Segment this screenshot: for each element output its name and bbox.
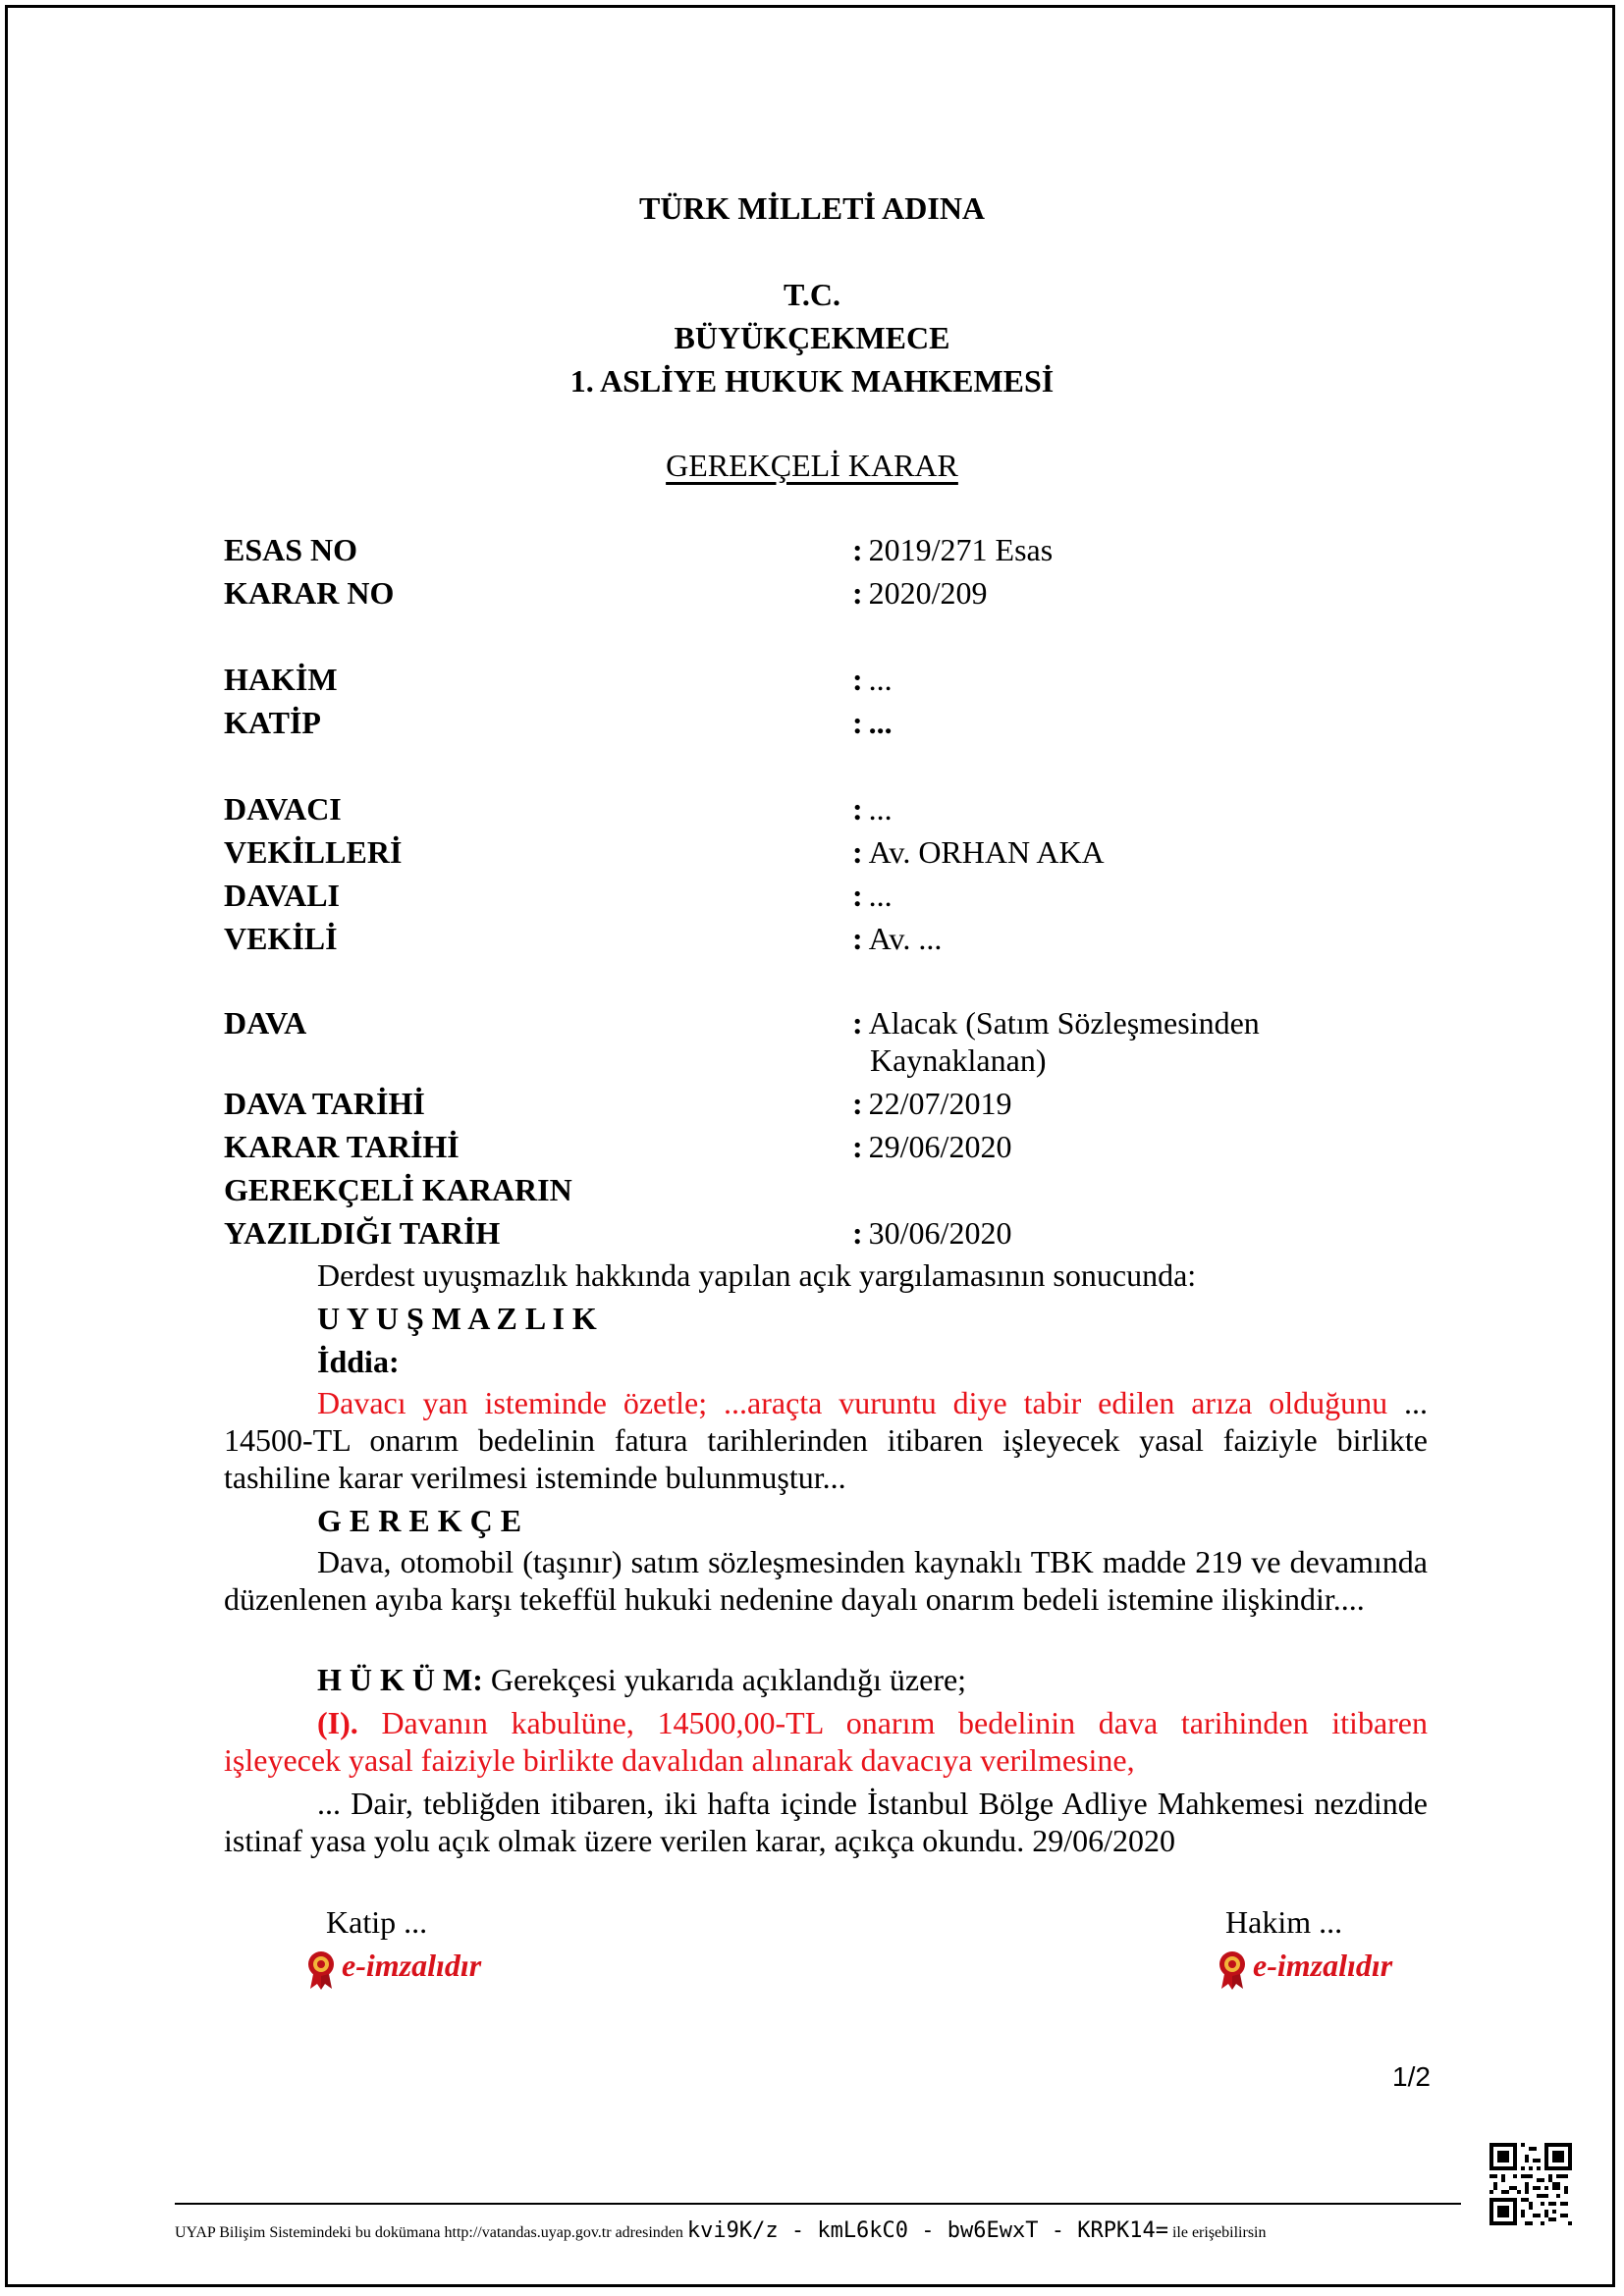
- esas-no-value: : 2019/271 Esas: [852, 532, 1054, 567]
- davali-label: DAVALI: [224, 878, 340, 913]
- iddia-paragraph: [224, 1384, 1428, 1496]
- intro-paragraph: Derdest uyuşmazlık hakkında yapılan açık yargılamasının sonucunda:: [317, 1257, 1197, 1293]
- hukum-item-text: Davanın kabulüne, 14500,00-TL onarım bedelinin dava tarihinden itibaren işleyecek yasal faiziyle birlikte davalıdan alınarak davacıya verilmesine,: [224, 1705, 1428, 1778]
- hukum-line: [224, 1661, 1428, 1698]
- hakim-label: HAKİM: [224, 662, 338, 697]
- footer-suffix: ile erişebilirsin: [1171, 2224, 1267, 2241]
- gerekceli-label-line1: GEREKÇELİ KARARIN: [224, 1172, 572, 1207]
- vekilleri-value: : Av. ORHAN AKA: [852, 834, 1105, 870]
- footer-access-code: kvi9K/z - kmL6kC0 - bw6EwxT - KRPK14=: [686, 2218, 1168, 2243]
- katip-label: KATİP: [224, 705, 321, 740]
- iddia-red-text: Davacı yan isteminde özetle; ...araçta vuruntu diye tabir edilen arıza olduğunu: [317, 1385, 1388, 1420]
- vekili-value: : Av. ...: [852, 921, 943, 956]
- hukum-item: [224, 1704, 1428, 1779]
- qr-code-icon[interactable]: [1489, 2143, 1572, 2225]
- davaci-label: DAVACI: [224, 791, 342, 827]
- dava-tarihi-value: : 22/07/2019: [852, 1086, 1012, 1121]
- footer-text: [175, 2218, 1266, 2243]
- gerekce-heading: G E R E K Ç E: [317, 1503, 522, 1538]
- dava-value-line2: Kaynaklanan): [870, 1042, 1047, 1078]
- katip-signature-title: Katip ...: [326, 1904, 428, 1940]
- iddia-black-text: ... 14500-TL onarım bedelinin fatura tarihlerinden itibaren işleyecek yasal faiziyle birlikte tashiline karar verilmesi isteminde bulunmuştur...: [224, 1385, 1429, 1495]
- iddia-heading: İddia:: [317, 1344, 400, 1379]
- katip-value: : ...: [852, 705, 893, 740]
- hukum-text: Gerekçesi yukarıda açıklandığı üzere;: [482, 1662, 967, 1697]
- hakim-signature-title: Hakim ...: [1225, 1904, 1343, 1940]
- hukum-item-number: (I).: [317, 1705, 358, 1740]
- dava-value-line1: : Alacak (Satım Sözleşmesinden: [852, 1005, 1260, 1041]
- katip-esig-label: e-imzalıdır: [342, 1948, 482, 1983]
- vekilleri-label: VEKİLLERİ: [224, 834, 403, 870]
- hakim-value: : ...: [852, 662, 893, 697]
- karar-tarihi-label: KARAR TARİHİ: [224, 1129, 460, 1164]
- dava-label: DAVA: [224, 1005, 307, 1041]
- city-heading: BÜYÜKÇEKMECE: [674, 320, 950, 355]
- nation-heading: TÜRK MİLLETİ ADINA: [638, 190, 986, 226]
- closing-paragraph: ... Dair, tebliğden itibaren, iki hafta içinde İstanbul Bölge Adliye Mahkemesi nezdinde istinaf yasa yolu açık olmak üzere verilen karar, açıkça okundu. 29/06/2020: [224, 1786, 1428, 1858]
- hakim-esig-label: e-imzalıdır: [1253, 1948, 1393, 1983]
- hukum-heading: H Ü K Ü M:: [317, 1662, 483, 1697]
- e-signature-seal-icon: [304, 1948, 338, 1991]
- davaci-value: : ...: [852, 791, 893, 827]
- tc-heading: T.C.: [783, 277, 841, 312]
- karar-tarihi-value: : 29/06/2020: [852, 1129, 1012, 1164]
- karar-no-value: : 2020/209: [852, 575, 988, 611]
- yazildigi-tarih-value: : 30/06/2020: [852, 1215, 1012, 1251]
- court-heading: 1. ASLİYE HUKUK MAHKEMESİ: [569, 363, 1055, 399]
- doc-title-text: GEREKÇELİ KARAR: [666, 448, 958, 483]
- e-signature-seal-icon: [1216, 1948, 1249, 1991]
- doc-title: [0, 447, 1624, 484]
- karar-no-label: KARAR NO: [224, 575, 395, 611]
- davali-value: : ...: [852, 878, 893, 913]
- uyusmazlik-heading: U Y U Ş M A Z L I K: [317, 1301, 597, 1336]
- dava-tarihi-label: DAVA TARİHİ: [224, 1086, 425, 1121]
- gerekceli-label-line2: YAZILDIĞI TARİH: [224, 1215, 501, 1251]
- footer-prefix: UYAP Bilişim Sistemindeki bu dokümana http://vatandas.uyap.gov.tr adresinden: [175, 2224, 683, 2241]
- page-number: 1/2: [1392, 2061, 1431, 2092]
- footer-divider: [175, 2203, 1461, 2205]
- gerekce-paragraph: Dava, otomobil (taşınır) satım sözleşmesinden kaynaklı TBK madde 219 ve devamında düzenlenen ayıba karşı tekeffül hukuki nedenine dayalı onarım bedeli istemine ilişkindir....: [224, 1544, 1428, 1617]
- vekili-label: VEKİLİ: [224, 921, 338, 956]
- esas-no-label: ESAS NO: [224, 532, 358, 567]
